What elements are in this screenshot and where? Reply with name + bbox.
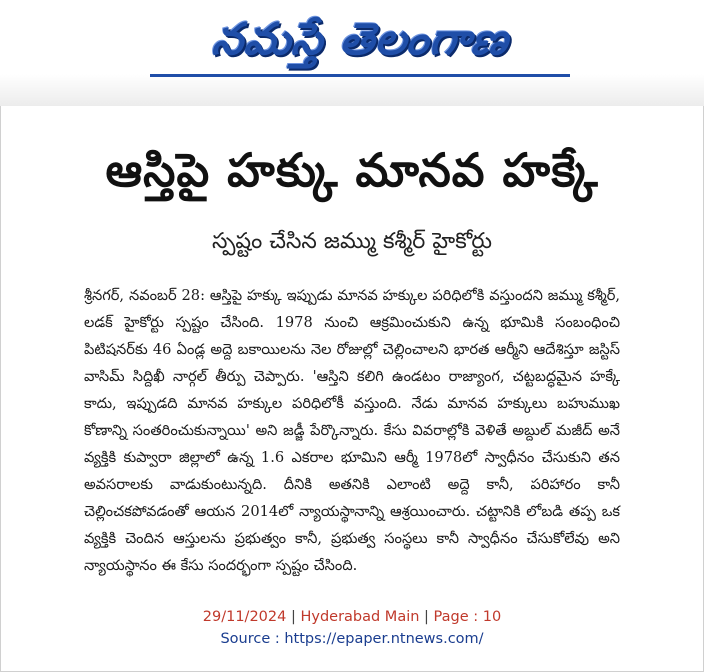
article-headline: ఆస్తిపై హక్కు మానవ హక్కే	[105, 143, 599, 197]
logo-underline	[150, 74, 570, 77]
footer	[0, 606, 704, 650]
article-body: శ్రీనగర్, నవంబర్ 28: ఆస్తిపై హక్కు ఇప్పుడు మానవ హక్కుల పరిధిలోకి వస్తుందని జమ్ము కశ్మీర్, లడక్ హైకోర్టు స్పష్టం చేసింది. 1978 నుంచి ఆక్రమించుకుని ఉన్న భూమికి సంబంధించి పిటిషనర్‌కు 46 ఏండ్ల అద్దె బకాయిలను నెల రోజుల్లో చెల్లించాలని భారత ఆర్మీని ఆదేశిస్తూ జస్టిస్ వాసిమ్ సిద్దిఖీ నార్గల్ తీర్పు చెప్పారు. 'ఆస్తిని కలిగి ఉండటం రాజ్యాంగ, చట్టబద్ధమైన హక్కే కాదు, ఇప్పుడది మానవ హక్కుల పరిధిలోకీ వస్తుంది. నేడు మానవ హక్కులు బహుముఖ కోణాన్ని సంతరించుకున్నాయి' అని జడ్జీ పేర్కొన్నారు. కేసు వివరాల్లోకి వెళితే అబ్దుల్ మజీద్ అనే వ్యక్తికి కుప్వారా జిల్లాలో ఉన్న 1.6 ఎకరాల భూమిని ఆర్మీ 1978లో స్వాధీనం చేసుకుని తన అవసరాలకు వాడుకుంటున్నది. దీనికి అతనికి ఎలాంటి అద్దె కానీ, పరిహారం కానీ చెల్లించకపోవడంతో ఆయన 2014లో న్యాయస్థానాన్ని ఆశ్రయించారు. చట్టానికి లోబడి తప్ప ఒక వ్యక్తికి చెందిన ఆస్తులను ప్రభుత్వం కానీ, ప్రభుత్వ సంస్థలు కానీ స్వాధీనం చేసుకోలేవు అని న్యాయస్థానం ఈ కేసు సందర్భంగా స్పష్టం చేసింది.	[84, 287, 620, 574]
page-number: Page : 10	[433, 609, 502, 625]
footer-publication-line	[0, 606, 704, 628]
article-subheadline: స్పష్టం చేసిన జమ్ము కశ్మీర్ హైకోర్టు	[212, 229, 492, 254]
newspaper-logo: నమస్తే తెలంగాణ	[209, 14, 512, 65]
masthead	[0, 0, 704, 106]
separator: |	[290, 609, 296, 625]
separator: |	[424, 609, 429, 625]
publication-date: 29/11/2024	[202, 609, 287, 625]
source-link[interactable]: Source : https://epaper.ntnews.com/	[220, 631, 484, 647]
edition-name: Hyderabad Main	[300, 609, 420, 625]
